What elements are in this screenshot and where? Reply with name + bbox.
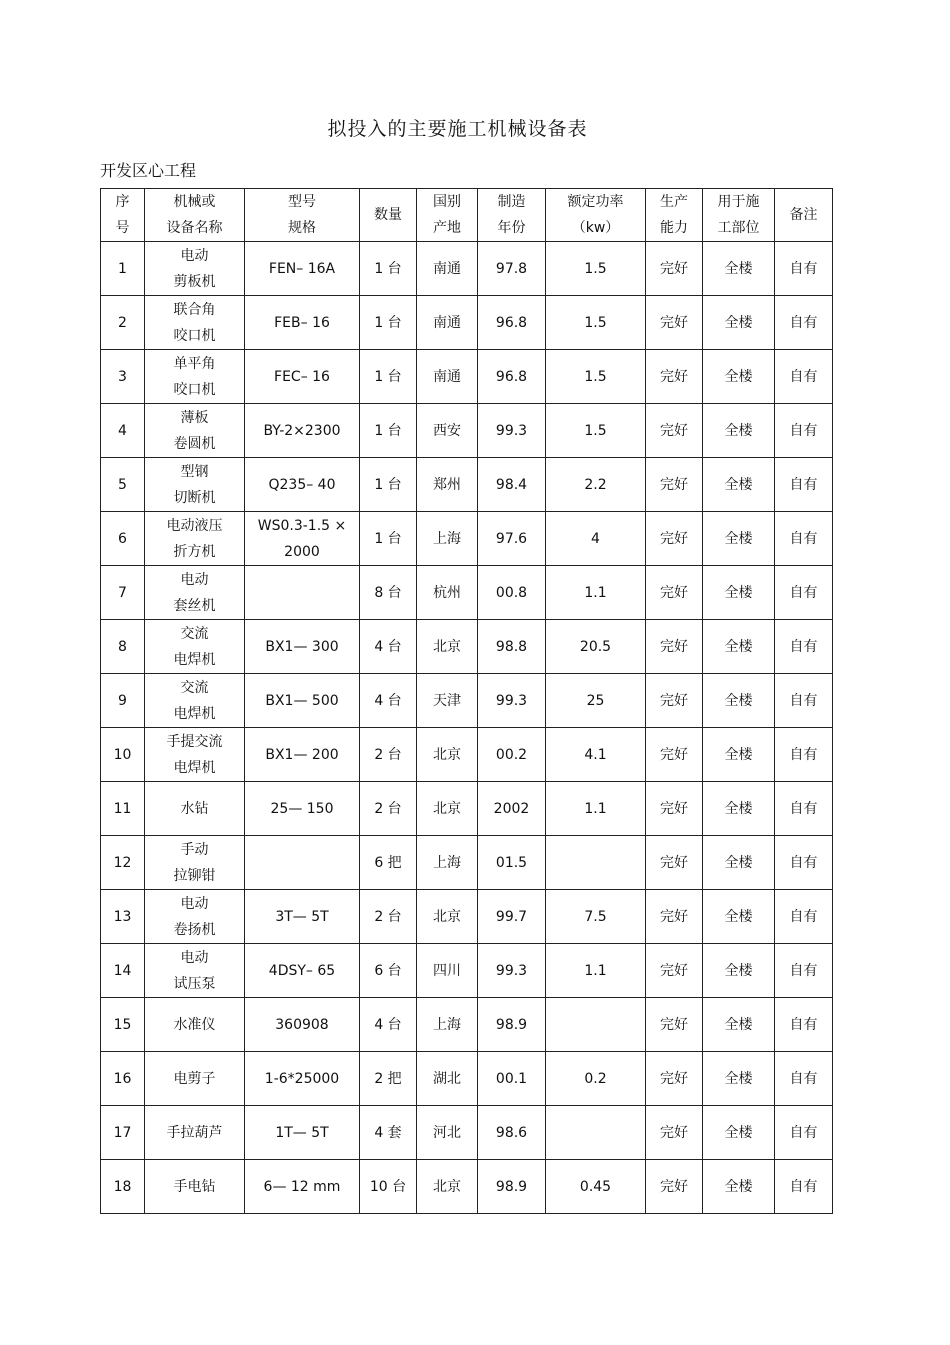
cell-capacity: 完好 — [646, 782, 703, 836]
cell-work-part: 全楼 — [703, 296, 775, 350]
cell-number: 16 — [101, 1052, 145, 1106]
cell-capacity: 完好 — [646, 566, 703, 620]
cell-equipment-name: 手动 拉铆钳 — [145, 836, 245, 890]
cell-equipment-name: 手提交流 电焊机 — [145, 728, 245, 782]
cell-model-spec: 3T— 5T — [245, 890, 360, 944]
cell-work-part: 全楼 — [703, 1160, 775, 1214]
cell-work-part: 全楼 — [703, 566, 775, 620]
cell-remark: 自有 — [775, 1106, 833, 1160]
cell-origin: 北京 — [417, 782, 478, 836]
cell-rated-power: 1.1 — [546, 782, 646, 836]
cell-model-spec: 360908 — [245, 998, 360, 1052]
cell-model-spec: 1-6*25000 — [245, 1052, 360, 1106]
cell-rated-power — [546, 998, 646, 1052]
cell-quantity: 4 台 — [360, 620, 417, 674]
cell-quantity: 2 台 — [360, 728, 417, 782]
equipment-table — [100, 188, 833, 1214]
header-cell: 机械或 设备名称 — [145, 189, 245, 242]
cell-capacity: 完好 — [646, 890, 703, 944]
cell-year: 00.8 — [478, 566, 546, 620]
cell-rated-power: 1.5 — [546, 242, 646, 296]
table-row — [101, 296, 833, 350]
cell-work-part: 全楼 — [703, 458, 775, 512]
cell-equipment-name: 薄板 卷圆机 — [145, 404, 245, 458]
header-cell: 备注 — [775, 189, 833, 242]
cell-equipment-name: 电剪子 — [145, 1052, 245, 1106]
header-cell: 制造 年份 — [478, 189, 546, 242]
cell-number: 4 — [101, 404, 145, 458]
cell-year: 98.9 — [478, 998, 546, 1052]
cell-remark: 自有 — [775, 998, 833, 1052]
table-row — [101, 836, 833, 890]
cell-remark: 自有 — [775, 674, 833, 728]
cell-quantity: 4 台 — [360, 998, 417, 1052]
cell-capacity: 完好 — [646, 728, 703, 782]
cell-remark: 自有 — [775, 620, 833, 674]
cell-work-part: 全楼 — [703, 350, 775, 404]
table-row — [101, 620, 833, 674]
cell-work-part: 全楼 — [703, 620, 775, 674]
cell-origin: 上海 — [417, 998, 478, 1052]
cell-remark: 自有 — [775, 296, 833, 350]
cell-model-spec — [245, 566, 360, 620]
cell-work-part: 全楼 — [703, 782, 775, 836]
cell-equipment-name: 电动 卷扬机 — [145, 890, 245, 944]
cell-work-part: 全楼 — [703, 890, 775, 944]
cell-number: 14 — [101, 944, 145, 998]
cell-quantity: 1 台 — [360, 242, 417, 296]
cell-quantity: 1 台 — [360, 404, 417, 458]
table-row — [101, 782, 833, 836]
cell-equipment-name: 电动 套丝机 — [145, 566, 245, 620]
cell-remark: 自有 — [775, 782, 833, 836]
cell-model-spec: BY-2×2300 — [245, 404, 360, 458]
cell-year: 98.4 — [478, 458, 546, 512]
cell-quantity: 2 台 — [360, 890, 417, 944]
cell-rated-power: 1.5 — [546, 404, 646, 458]
cell-origin: 河北 — [417, 1106, 478, 1160]
cell-work-part: 全楼 — [703, 404, 775, 458]
cell-quantity: 1 台 — [360, 458, 417, 512]
cell-remark: 自有 — [775, 566, 833, 620]
cell-number: 1 — [101, 242, 145, 296]
header-cell: 型号 规格 — [245, 189, 360, 242]
cell-rated-power: 1.5 — [546, 350, 646, 404]
project-name: 开发区心工程 — [100, 161, 197, 180]
header-cell: 生产 能力 — [646, 189, 703, 242]
cell-quantity: 1 台 — [360, 296, 417, 350]
table-row — [101, 944, 833, 998]
cell-quantity: 4 台 — [360, 674, 417, 728]
cell-number: 2 — [101, 296, 145, 350]
cell-number: 10 — [101, 728, 145, 782]
cell-number: 9 — [101, 674, 145, 728]
cell-quantity: 1 台 — [360, 512, 417, 566]
header-cell: 数量 — [360, 189, 417, 242]
cell-equipment-name: 手电钻 — [145, 1160, 245, 1214]
cell-quantity: 2 台 — [360, 782, 417, 836]
cell-model-spec: WS0.3-1.5 × 2000 — [245, 512, 360, 566]
table-row — [101, 674, 833, 728]
cell-number: 13 — [101, 890, 145, 944]
cell-capacity: 完好 — [646, 836, 703, 890]
cell-capacity: 完好 — [646, 1106, 703, 1160]
table-row — [101, 998, 833, 1052]
cell-work-part: 全楼 — [703, 1052, 775, 1106]
cell-origin: 上海 — [417, 836, 478, 890]
cell-equipment-name: 水准仪 — [145, 998, 245, 1052]
header-cell: 用于施 工部位 — [703, 189, 775, 242]
cell-rated-power — [546, 1106, 646, 1160]
cell-year: 00.1 — [478, 1052, 546, 1106]
cell-origin: 四川 — [417, 944, 478, 998]
cell-number: 12 — [101, 836, 145, 890]
cell-work-part: 全楼 — [703, 512, 775, 566]
cell-number: 17 — [101, 1106, 145, 1160]
cell-model-spec: 25— 150 — [245, 782, 360, 836]
cell-remark: 自有 — [775, 1052, 833, 1106]
table-row — [101, 404, 833, 458]
table-body — [101, 242, 833, 1214]
table-header-row — [101, 189, 833, 242]
cell-rated-power: 1.1 — [546, 944, 646, 998]
cell-capacity: 完好 — [646, 674, 703, 728]
cell-year: 97.8 — [478, 242, 546, 296]
cell-year: 99.3 — [478, 944, 546, 998]
cell-quantity: 2 把 — [360, 1052, 417, 1106]
cell-origin: 南通 — [417, 296, 478, 350]
cell-rated-power: 0.45 — [546, 1160, 646, 1214]
cell-number: 11 — [101, 782, 145, 836]
cell-rated-power: 4.1 — [546, 728, 646, 782]
cell-number: 18 — [101, 1160, 145, 1214]
cell-year: 01.5 — [478, 836, 546, 890]
cell-rated-power: 1.5 — [546, 296, 646, 350]
cell-origin: 杭州 — [417, 566, 478, 620]
cell-equipment-name: 型钢 切断机 — [145, 458, 245, 512]
cell-origin: 郑州 — [417, 458, 478, 512]
table-row — [101, 1106, 833, 1160]
cell-remark: 自有 — [775, 350, 833, 404]
cell-remark: 自有 — [775, 728, 833, 782]
cell-model-spec: BX1— 200 — [245, 728, 360, 782]
cell-equipment-name: 联合角 咬口机 — [145, 296, 245, 350]
cell-year: 99.7 — [478, 890, 546, 944]
cell-year: 99.3 — [478, 404, 546, 458]
cell-rated-power: 4 — [546, 512, 646, 566]
cell-rated-power: 1.1 — [546, 566, 646, 620]
cell-rated-power: 7.5 — [546, 890, 646, 944]
cell-origin: 北京 — [417, 620, 478, 674]
cell-remark: 自有 — [775, 836, 833, 890]
cell-remark: 自有 — [775, 404, 833, 458]
cell-equipment-name: 电动液压 折方机 — [145, 512, 245, 566]
cell-capacity: 完好 — [646, 350, 703, 404]
header-cell: 额定功率 （kw） — [546, 189, 646, 242]
cell-quantity: 10 台 — [360, 1160, 417, 1214]
cell-year: 2002 — [478, 782, 546, 836]
table-row — [101, 242, 833, 296]
table-row — [101, 728, 833, 782]
table-row — [101, 566, 833, 620]
cell-work-part: 全楼 — [703, 1106, 775, 1160]
cell-quantity: 4 套 — [360, 1106, 417, 1160]
cell-year: 00.2 — [478, 728, 546, 782]
cell-origin: 南通 — [417, 350, 478, 404]
cell-capacity: 完好 — [646, 998, 703, 1052]
cell-capacity: 完好 — [646, 620, 703, 674]
cell-equipment-name: 单平角 咬口机 — [145, 350, 245, 404]
cell-origin: 湖北 — [417, 1052, 478, 1106]
cell-model-spec: 6— 12 mm — [245, 1160, 360, 1214]
cell-remark: 自有 — [775, 512, 833, 566]
cell-year: 96.8 — [478, 296, 546, 350]
cell-remark: 自有 — [775, 944, 833, 998]
header-cell: 国别 产地 — [417, 189, 478, 242]
cell-model-spec: Q235– 40 — [245, 458, 360, 512]
cell-equipment-name: 手拉葫芦 — [145, 1106, 245, 1160]
cell-capacity: 完好 — [646, 512, 703, 566]
cell-model-spec: FEC– 16 — [245, 350, 360, 404]
cell-number: 15 — [101, 998, 145, 1052]
cell-rated-power — [546, 836, 646, 890]
header-cell: 序 号 — [101, 189, 145, 242]
cell-capacity: 完好 — [646, 404, 703, 458]
cell-remark: 自有 — [775, 458, 833, 512]
cell-year: 98.9 — [478, 1160, 546, 1214]
cell-capacity: 完好 — [646, 458, 703, 512]
cell-quantity: 6 台 — [360, 944, 417, 998]
cell-number: 8 — [101, 620, 145, 674]
cell-remark: 自有 — [775, 242, 833, 296]
cell-rated-power: 20.5 — [546, 620, 646, 674]
cell-year: 98.6 — [478, 1106, 546, 1160]
cell-rated-power: 25 — [546, 674, 646, 728]
document-title: 拟投入的主要施工机械设备表 — [327, 118, 588, 140]
cell-rated-power: 2.2 — [546, 458, 646, 512]
table-row — [101, 890, 833, 944]
cell-quantity: 6 把 — [360, 836, 417, 890]
table-row — [101, 350, 833, 404]
cell-capacity: 完好 — [646, 944, 703, 998]
cell-capacity: 完好 — [646, 1160, 703, 1214]
cell-equipment-name: 交流 电焊机 — [145, 674, 245, 728]
cell-number: 3 — [101, 350, 145, 404]
table-row — [101, 512, 833, 566]
cell-number: 5 — [101, 458, 145, 512]
cell-origin: 上海 — [417, 512, 478, 566]
cell-work-part: 全楼 — [703, 998, 775, 1052]
cell-year: 96.8 — [478, 350, 546, 404]
cell-year: 97.6 — [478, 512, 546, 566]
cell-equipment-name: 电动 剪板机 — [145, 242, 245, 296]
cell-work-part: 全楼 — [703, 728, 775, 782]
cell-capacity: 完好 — [646, 242, 703, 296]
cell-year: 98.8 — [478, 620, 546, 674]
cell-equipment-name: 交流 电焊机 — [145, 620, 245, 674]
cell-quantity: 1 台 — [360, 350, 417, 404]
cell-model-spec: 4DSY– 65 — [245, 944, 360, 998]
cell-rated-power: 0.2 — [546, 1052, 646, 1106]
cell-model-spec: BX1— 300 — [245, 620, 360, 674]
cell-origin: 西安 — [417, 404, 478, 458]
cell-work-part: 全楼 — [703, 674, 775, 728]
cell-remark: 自有 — [775, 890, 833, 944]
cell-work-part: 全楼 — [703, 836, 775, 890]
cell-capacity: 完好 — [646, 296, 703, 350]
table-row — [101, 1160, 833, 1214]
cell-work-part: 全楼 — [703, 944, 775, 998]
table-row — [101, 458, 833, 512]
cell-model-spec: FEB– 16 — [245, 296, 360, 350]
cell-remark: 自有 — [775, 1160, 833, 1214]
cell-year: 99.3 — [478, 674, 546, 728]
cell-equipment-name: 电动 试压泵 — [145, 944, 245, 998]
cell-number: 7 — [101, 566, 145, 620]
table-row — [101, 1052, 833, 1106]
cell-origin: 北京 — [417, 890, 478, 944]
cell-origin: 南通 — [417, 242, 478, 296]
cell-model-spec: 1T— 5T — [245, 1106, 360, 1160]
cell-number: 6 — [101, 512, 145, 566]
cell-capacity: 完好 — [646, 1052, 703, 1106]
cell-work-part: 全楼 — [703, 242, 775, 296]
cell-origin: 天津 — [417, 674, 478, 728]
cell-origin: 北京 — [417, 728, 478, 782]
cell-quantity: 8 台 — [360, 566, 417, 620]
cell-equipment-name: 水钻 — [145, 782, 245, 836]
cell-origin: 北京 — [417, 1160, 478, 1214]
cell-model-spec: BX1— 500 — [245, 674, 360, 728]
cell-model-spec — [245, 836, 360, 890]
cell-model-spec: FEN– 16A — [245, 242, 360, 296]
